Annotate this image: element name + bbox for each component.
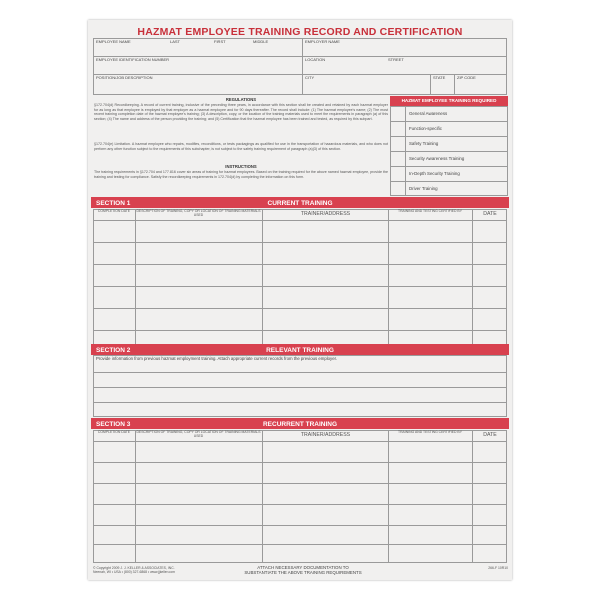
s1-col-date: DATE [483,211,497,217]
employee-id-label: EMPLOYEE IDENTIFICATION NUMBER [96,57,170,62]
req-item-function-specific: Function-specific [409,126,442,131]
section2-instruction: Provide information from previous hazmat employment training. Attach appropriate current records from the previous employer. [96,356,337,361]
s3-col-date: DATE [483,432,497,438]
training-required-heading: HAZMAT EMPLOYEE TRAINING REQUIRED [390,96,508,106]
location-label: LOCATION [305,57,326,62]
current-training-table [93,209,507,355]
instructions-text: The training requirements in §172.704 and 177.816 cover six areas of training for hazmat employees. Based on the training required for the above named hazmat employee, provide the training and testing for compliance. Satisfy the recordkeeping requirements in 172.704(d) by completing the information on this form. [94,170,388,179]
security-awareness-checkbox[interactable] [391,152,404,165]
req-item-general-awareness: General Awareness [409,111,448,116]
section1-number: SECTION 1 [96,199,131,207]
relevant-training-entry-area[interactable] [94,363,506,416]
section2-title: RELEVANT TRAINING [266,346,334,354]
first-name-label: FIRST [214,39,226,44]
employee-name-field[interactable] [94,45,300,55]
section3-number: SECTION 3 [96,420,131,428]
footer-attach-line2: SUBSTANTIATE THE ABOVE TRAINING REQUIREMENTS [244,570,362,575]
req-item-safety-training: Safety Training [409,141,439,146]
zip-label: ZIP CODE [457,75,476,80]
s3-col-description: DESCRIPTION OF TRAINING, COPY OR LOCATION OF TRAINING MATERIALS USED [136,430,261,438]
middle-name-label: MIDDLE [253,39,269,44]
in-depth-security-checkbox[interactable] [391,167,404,180]
section3-bar [91,418,509,429]
section2-bar [91,344,509,355]
footer-attach-line1: ATTACH NECESSARY DOCUMENTATION TO [257,565,349,570]
s3-col-certified: TRAINING AND TESTING CERTIFIED BY [398,430,462,434]
position-field[interactable] [94,81,300,93]
s1-col-trainer: TRAINER/ADDRESS [300,211,351,217]
zip-field[interactable] [455,81,505,93]
employee-name-label: EMPLOYEE NAME [96,39,131,44]
instructions-heading: INSTRUCTIONS [225,164,257,169]
city-label: CITY [305,75,315,80]
driver-training-checkbox[interactable] [391,182,404,195]
footer-copyright: © Copyright 2009 J. J. KELLER & ASSOCIATES, INC. [93,566,175,570]
employee-id-field[interactable] [94,63,300,73]
employer-name-field[interactable] [304,45,505,55]
regulations-recordkeeping-text: §172.704(d) Recordkeeping. A record of current training, inclusive of the preceding three years, in accordance with this section shall be created and retained by each hazmat employer for as long as that employee is employed by that employer as a hazmat employee and for 90 days thereafter. The record shall include: (1) The hazmat employee's name; (2) The most recent training completion date of the hazmat employee's training; (3) A description, copy, or the location of the training materials used to meet the requirements in paragraph (a) of this section; (4) The name and address of the person providing the training; and (5) Certification that the hazmat employee has been trained and tested, as required by this subpart. [94,103,388,121]
footer-form-number: 266-F 10R10 [488,566,508,570]
section3-title: RECURRENT TRAINING [262,420,338,428]
regulations-heading: REGULATIONS [225,97,257,102]
s1-col-completion-date: COMPLETION DATE [97,209,131,213]
s3-col-trainer: TRAINER/ADDRESS [300,432,351,438]
s3-col-completion-date: COMPLETION DATE [97,430,131,434]
last-name-label: LAST [170,39,181,44]
general-awareness-checkbox[interactable] [391,107,404,120]
s1-col-description: DESCRIPTION OF TRAINING, COPY OR LOCATION OF TRAINING MATERIALS USED [136,209,261,217]
form-title: HAZMAT EMPLOYEE TRAINING RECORD AND CERTIFICATION [137,26,463,38]
footer-address: Neenah, WI • USA • (800) 327-6868 • www.jjkeller.com [93,570,175,574]
regulations-limitation-text: §172.704(e) Limitation. A hazmat employee who repairs, modifies, reconditions, or tests packagings as qualified for use in the transportation of hazardous materials, and who does not perform any other function subject to the requirements of this subchapter, is not subject to the safety training requirement of paragraph (a)(3) of this section. [94,142,388,151]
safety-training-checkbox[interactable] [391,137,404,150]
street-label: STREET [388,57,404,62]
req-item-driver-training: Driver Training [409,186,438,191]
state-label: STATE [433,75,446,80]
section1-bar [91,197,509,208]
s1-col-certified: TRAINING AND TESTING CERTIFIED BY [398,209,462,213]
function-specific-checkbox[interactable] [391,122,404,135]
location-field[interactable] [304,63,505,73]
section2-number: SECTION 2 [96,346,131,354]
employer-name-label: EMPLOYER NAME [305,39,340,44]
req-item-security-awareness: Security Awareness Training [409,156,465,161]
position-label: POSITION/JOB DESCRIPTION [96,75,153,80]
req-item-in-depth-security: In-Depth Security Training [409,171,460,176]
training-record-form [88,20,512,580]
section1-title: CURRENT TRAINING [267,199,333,207]
state-field[interactable] [431,81,453,93]
city-field[interactable] [304,81,428,93]
